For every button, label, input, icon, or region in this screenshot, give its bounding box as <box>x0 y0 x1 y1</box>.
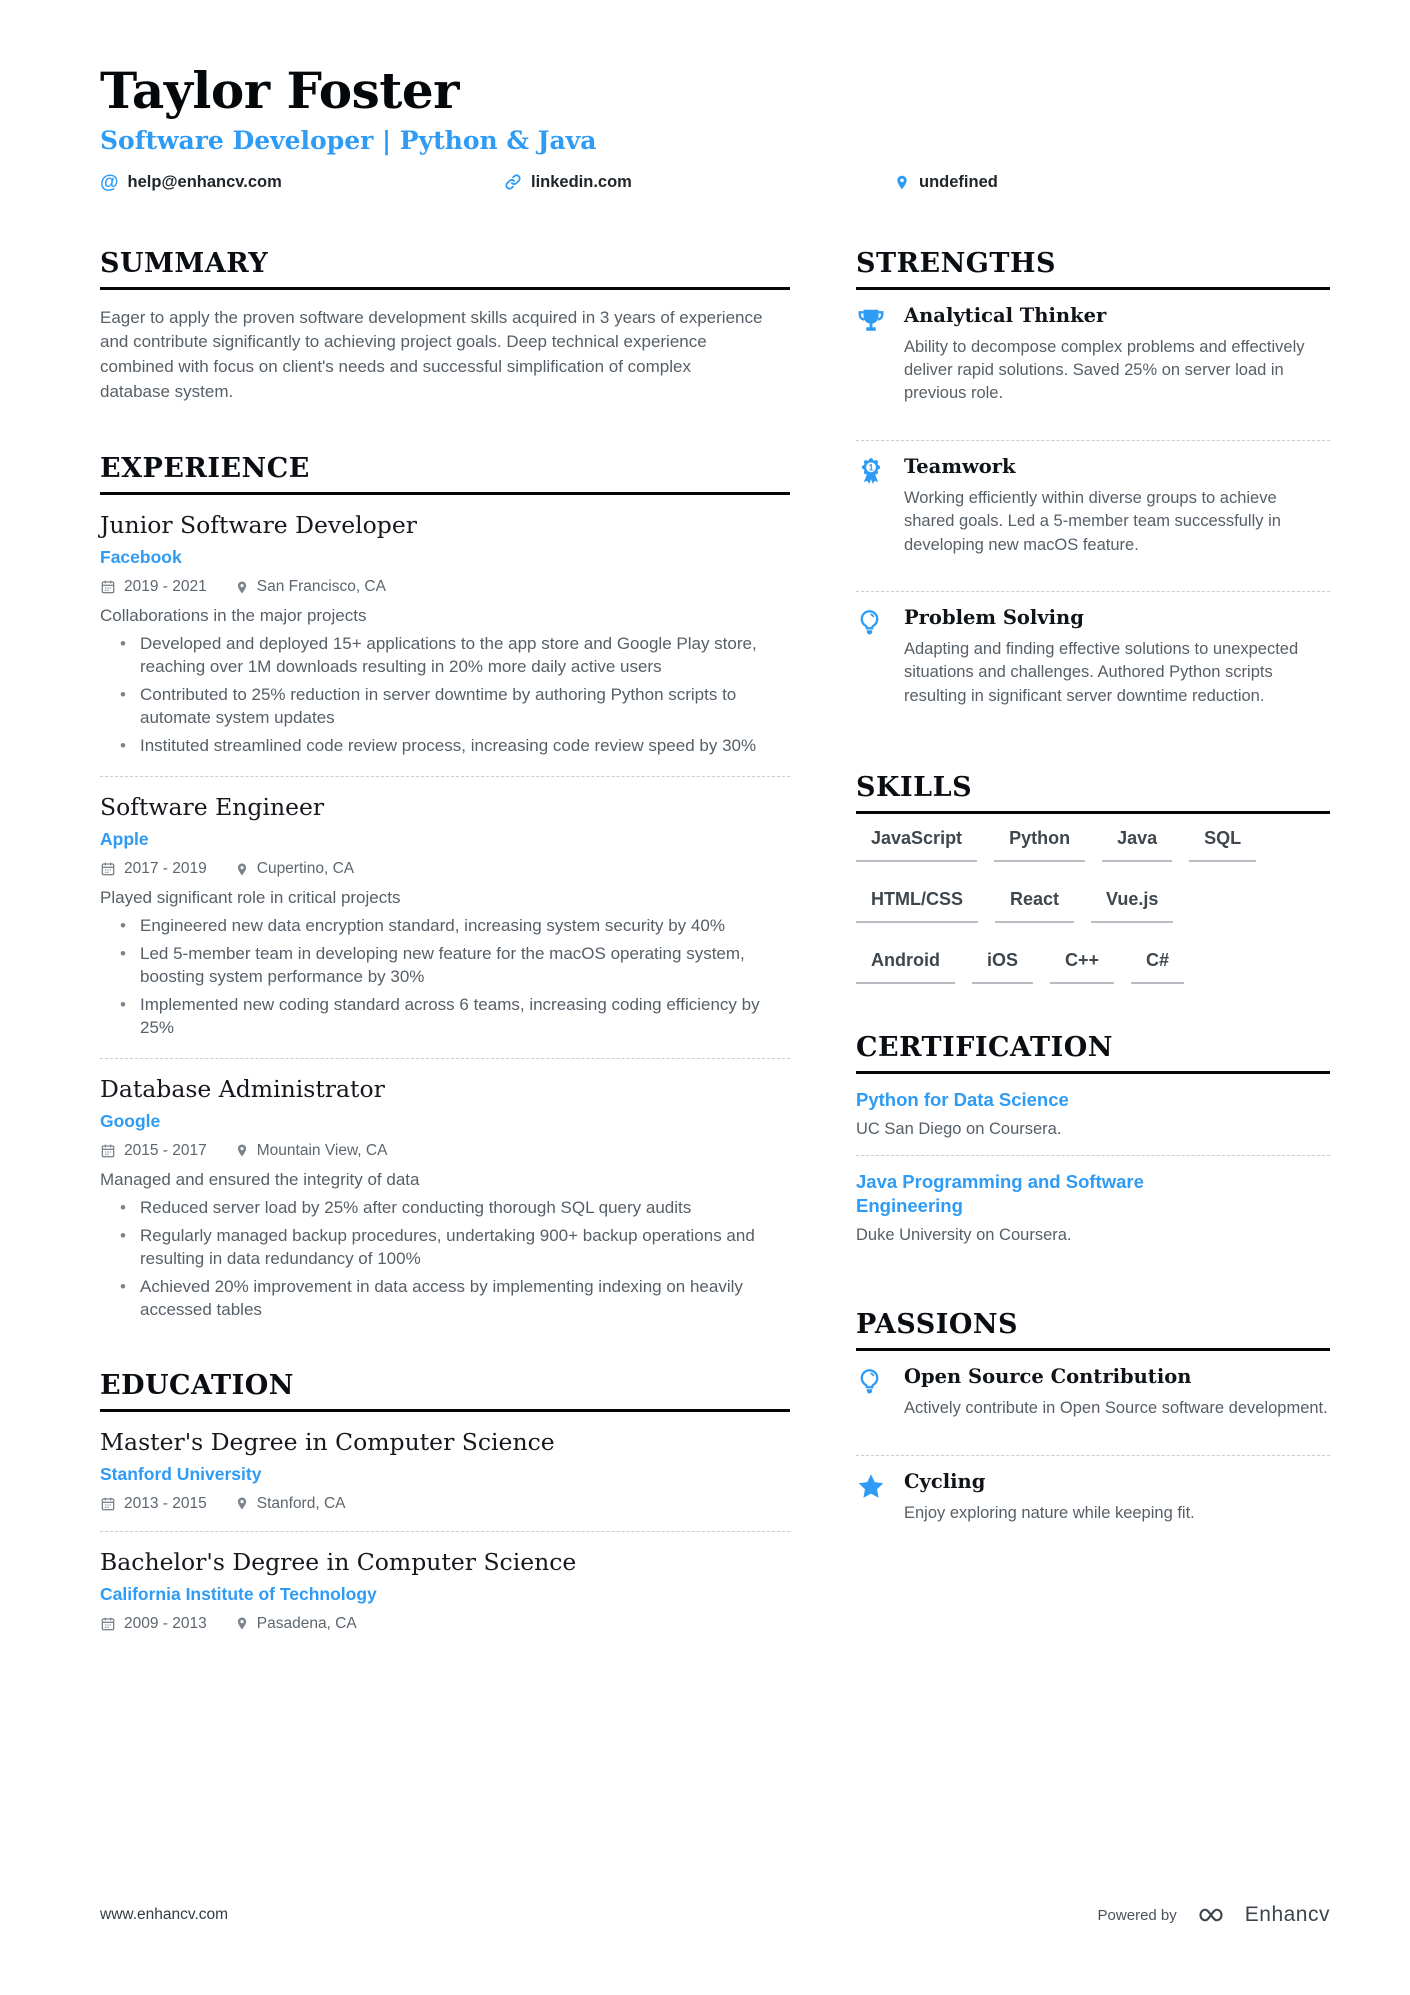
svg-text:1: 1 <box>868 462 874 473</box>
skill-tag: SQL <box>1189 828 1256 862</box>
strength-content <box>904 606 1330 708</box>
location-pin-icon <box>235 861 249 878</box>
achievement-item: • Contributed to 25% reduction in server downtime by authoring Python scripts to automate system updates <box>100 684 780 730</box>
page-title: Taylor Foster <box>100 61 459 120</box>
location-text: Mountain View, CA <box>256 1141 388 1159</box>
job-headline: Software Developer | Python & Java <box>100 125 597 155</box>
powered-by-label: Powered by <box>1097 1906 1177 1924</box>
calendar-icon <box>100 1616 116 1632</box>
summary-section <box>100 248 790 406</box>
date-range <box>100 1495 207 1513</box>
location-pin-icon <box>235 1495 249 1512</box>
passion-description: Enjoy exploring nature while keeping fit. <box>904 1503 1195 1522</box>
calendar-icon <box>100 1496 116 1512</box>
degree-title: Master's Degree in Computer Science <box>100 1427 555 1456</box>
job-title: Software Engineer <box>100 793 325 822</box>
entry-location <box>235 578 386 596</box>
strength-content <box>904 304 1330 406</box>
location-text: Stanford, CA <box>256 1494 346 1512</box>
location-text: Cupertino, CA <box>256 860 355 878</box>
achievement-list <box>100 633 790 758</box>
achievement-list <box>100 1197 790 1322</box>
resume-header <box>0 0 1410 192</box>
achievement-item: • Implemented new coding standard across 6 teams, increasing coding efficiency by 25% <box>100 994 780 1040</box>
trophy-icon <box>856 304 887 406</box>
content-columns <box>0 248 1410 1681</box>
passion-content <box>904 1470 1195 1525</box>
education-heading: EDUCATION <box>100 1370 790 1412</box>
calendar-icon <box>100 579 116 595</box>
email-link[interactable] <box>100 173 504 192</box>
company-name: Facebook <box>100 547 182 568</box>
calendar-icon <box>100 1143 116 1159</box>
strength-title: Teamwork <box>904 454 1016 478</box>
job-title: Junior Software Developer <box>100 511 417 540</box>
location-pin-icon <box>894 173 910 192</box>
at-icon <box>100 173 119 192</box>
skills-row <box>856 828 1330 862</box>
summary-text: Eager to apply the proven software development skills acquired in 3 years of experience and contribute significantly to achieving project goals. Deep technical experience combined with focus on client's needs and successful simplification of complex database system. <box>100 307 763 402</box>
achievement-item: • Developed and deployed 15+ applications to the app store and Google Play store, reaching over 1M downloads resulting in 20% more daily active users <box>100 633 780 679</box>
achievement-item: • Instituted streamlined code review process, increasing code review speed by 30% <box>100 735 780 758</box>
passions-heading: PASSIONS <box>856 1309 1330 1351</box>
skill-tag: C++ <box>1050 950 1114 984</box>
linkedin-link[interactable] <box>504 173 894 192</box>
skills-section <box>856 772 1330 984</box>
education-section <box>100 1370 790 1633</box>
company-name: Apple <box>100 829 149 850</box>
date-range <box>100 578 207 596</box>
achievement-item: • Achieved 20% improvement in data access by implementing indexing on heavily accessed tables <box>100 1276 780 1322</box>
certification-issuer: UC San Diego on Coursera. <box>856 1120 1062 1139</box>
star-icon <box>856 1470 887 1525</box>
passion-content <box>904 1365 1328 1420</box>
email-text: help@enhancv.com <box>127 172 282 191</box>
entry-meta <box>100 1495 790 1513</box>
page-footer <box>100 1901 1330 1929</box>
certification-heading: CERTIFICATION <box>856 1032 1330 1074</box>
strength-item <box>856 592 1330 724</box>
skill-tag: iOS <box>972 950 1033 984</box>
experience-entry <box>100 777 790 1059</box>
passion-item <box>856 1456 1330 1541</box>
strength-title: Problem Solving <box>904 606 1084 630</box>
linkedin-text: linkedin.com <box>531 172 632 191</box>
lightbulb-icon <box>856 1365 887 1420</box>
entry-summary: Managed and ensured the integrity of data <box>100 1169 420 1189</box>
link-icon <box>504 173 522 191</box>
degree-title: Bachelor's Degree in Computer Science <box>100 1547 577 1576</box>
skill-tag: Java <box>1102 828 1172 862</box>
location-pin-icon <box>235 579 249 596</box>
experience-heading: EXPERIENCE <box>100 453 790 495</box>
achievement-item: • Led 5-member team in developing new feature for the macOS operating system, boosting system performance by 30% <box>100 943 780 989</box>
left-column <box>100 248 790 1681</box>
education-entry <box>100 1412 790 1532</box>
passion-item <box>856 1351 1330 1436</box>
date-range <box>100 860 207 878</box>
strength-item <box>856 290 1330 422</box>
school-name: California Institute of Technology <box>100 1583 377 1604</box>
location-text: San Francisco, CA <box>256 578 386 596</box>
skill-tag: HTML/CSS <box>856 889 978 923</box>
date-range <box>100 1615 207 1633</box>
entry-summary: Collaborations in the major projects <box>100 606 367 626</box>
certification-title: Java Programming and Software Engineering <box>856 1171 1144 1217</box>
skills-row <box>856 889 1330 923</box>
experience-entry <box>100 1059 790 1322</box>
skills-row <box>856 950 1330 984</box>
lightbulb-icon <box>856 606 887 708</box>
location-text: undefined <box>919 172 998 191</box>
entry-location <box>235 1495 346 1513</box>
skill-tag: React <box>995 889 1074 923</box>
school-name: Stanford University <box>100 1463 262 1484</box>
skills-heading: SKILLS <box>856 772 1330 814</box>
location-text: Pasadena, CA <box>256 1614 357 1632</box>
website-link[interactable]: www.enhancv.com <box>100 1906 229 1923</box>
entry-meta <box>100 860 790 878</box>
entry-meta <box>100 578 790 596</box>
dates-text: 2009 - 2013 <box>124 1614 207 1632</box>
calendar-icon <box>100 861 116 877</box>
dates-text: 2019 - 2021 <box>124 578 207 596</box>
experience-section <box>100 453 790 1321</box>
location-pin-icon <box>235 1142 249 1159</box>
certification-item <box>856 1156 1330 1261</box>
entry-summary: Played significant role in critical projects <box>100 888 401 908</box>
entry-location <box>235 1142 388 1160</box>
passion-description: Actively contribute in Open Source software development. <box>904 1399 1328 1418</box>
powered-by-group[interactable] <box>1098 1901 1330 1929</box>
passion-title: Open Source Contribution <box>904 1365 1192 1389</box>
achievement-item: • Engineered new data encryption standard, increasing system security by 40% <box>100 915 780 938</box>
entry-location <box>235 1615 357 1633</box>
certification-issuer: Duke University on Coursera. <box>856 1226 1072 1245</box>
job-title: Database Administrator <box>100 1074 385 1103</box>
strength-content <box>904 455 1330 557</box>
location-item <box>894 173 998 192</box>
achievement-item: • Reduced server load by 25% after conducting thorough SQL query audits <box>100 1197 780 1220</box>
medal-icon <box>856 455 887 557</box>
skill-tag: C# <box>1131 950 1184 984</box>
summary-heading: SUMMARY <box>100 248 790 290</box>
certification-item <box>856 1074 1330 1155</box>
strengths-heading: STRENGTHS <box>856 248 1330 290</box>
dates-text: 2015 - 2017 <box>124 1141 207 1159</box>
dates-text: 2017 - 2019 <box>124 860 207 878</box>
achievement-list <box>100 915 790 1040</box>
skill-tag: Vue.js <box>1091 889 1173 923</box>
skill-tag: Android <box>856 950 955 984</box>
certification-title: Python for Data Science <box>856 1089 1069 1111</box>
entry-location <box>235 860 354 878</box>
skill-tag: JavaScript <box>856 828 977 862</box>
company-name: Google <box>100 1110 161 1131</box>
date-range <box>100 1142 207 1160</box>
entry-meta <box>100 1615 790 1633</box>
dates-text: 2013 - 2015 <box>124 1494 207 1512</box>
right-column <box>856 248 1330 1681</box>
strength-item <box>856 441 1330 573</box>
experience-entry <box>100 495 790 777</box>
enhancv-logo-icon <box>1189 1901 1233 1929</box>
brand-wordmark: Enhancv <box>1244 1903 1330 1926</box>
passions-section <box>856 1309 1330 1541</box>
certification-section <box>856 1032 1330 1261</box>
education-entry <box>100 1532 790 1633</box>
location-pin-icon <box>235 1615 249 1632</box>
achievement-item: • Regularly managed backup procedures, undertaking 900+ backup operations and resulting in data redundancy of 100% <box>100 1225 780 1271</box>
strength-description: Working efficiently within diverse groups to achieve shared goals. Led a 5-member team successfully in developing new macOS feature. <box>904 488 1281 554</box>
passion-title: Cycling <box>904 1469 986 1493</box>
strength-title: Analytical Thinker <box>904 303 1107 327</box>
entry-meta <box>100 1142 790 1160</box>
strength-description: Adapting and finding effective solutions to unexpected situations and challenges. Authored Python scripts resulting in significant server downtime reduction. <box>904 640 1299 705</box>
strength-description: Ability to decompose complex problems and effectively deliver rapid solutions. Saved 25% on server load in previous role. <box>904 337 1305 403</box>
skill-tag: Python <box>994 828 1085 862</box>
contact-row <box>100 173 1330 192</box>
strengths-section <box>856 248 1330 725</box>
